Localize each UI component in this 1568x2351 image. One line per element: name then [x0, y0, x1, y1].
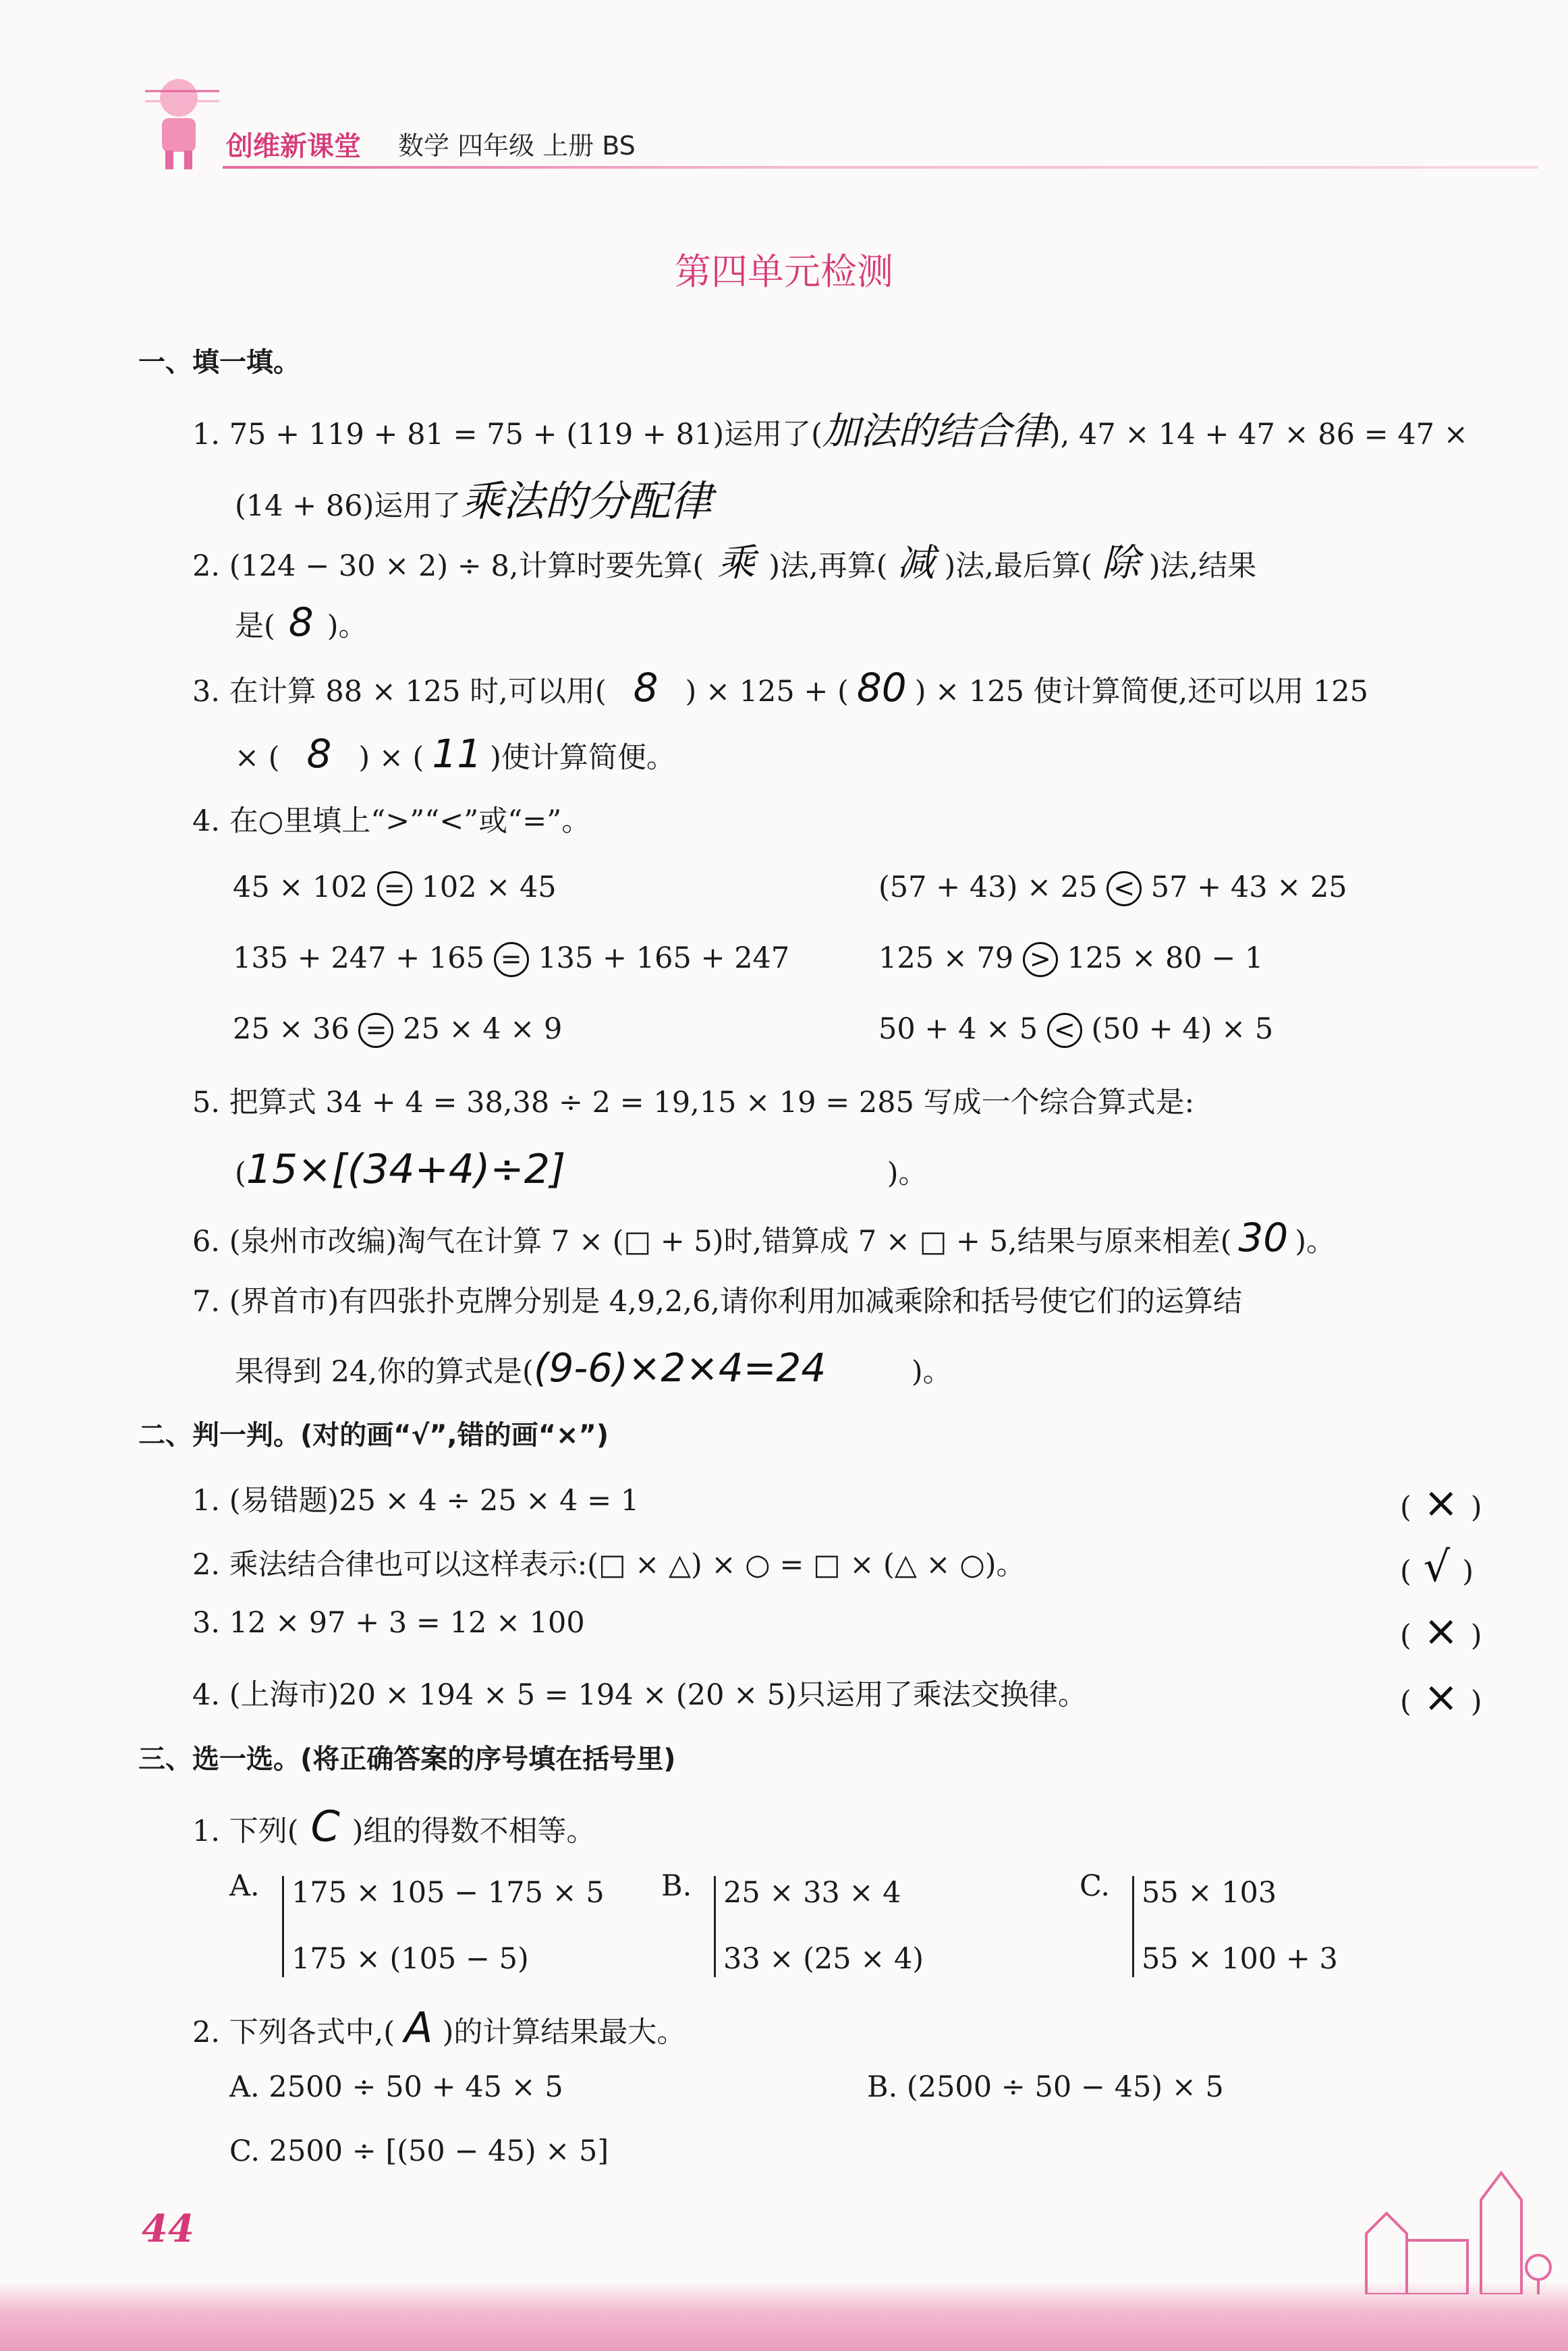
- q3-text-e: ) × (: [358, 741, 424, 775]
- q7-text-b: 果得到 24,你的算式是(: [235, 1355, 534, 1389]
- judge-4-bracket: ( × ): [1400, 1672, 1482, 1721]
- answer-q4-circle-5: >: [1023, 942, 1058, 977]
- answer-q4-circle-1: =: [377, 871, 412, 906]
- castle-decoration-icon: [1339, 2159, 1555, 2294]
- q3-text-a: 3. 在计算 88 × 125 时,可以用(: [192, 675, 607, 709]
- compare-2-right-expr: 135 + 165 + 247: [538, 941, 790, 975]
- footer-pink-band: [0, 2281, 1568, 2351]
- compare-3-left-expr: 25 × 36: [233, 1012, 349, 1046]
- choice-2-option-c: C. 2500 ÷ [(50 − 45) × 5]: [229, 2134, 609, 2168]
- q3-text-c: ) × 125 使计算简便,还可以用 125: [914, 675, 1369, 709]
- c2-text-a: 2. 下列各式中,(: [192, 2016, 395, 2049]
- compare-row-1-right: [878, 870, 1347, 906]
- question-7-line-1: 7. (界首市)有四张扑克牌分别是 4,9,2,6,请你利用加减乘除和括号使它们的运算结: [192, 1285, 1243, 1319]
- choice-1-question: [192, 1802, 596, 1851]
- question-2-line-1: [192, 533, 1256, 587]
- answer-q2-blank-1: 乘: [717, 541, 756, 585]
- answer-q3-blank-3: 8: [306, 731, 332, 777]
- answer-q2-blank-3: 除: [1101, 541, 1140, 585]
- page-title: 第四单元检测: [675, 250, 893, 293]
- option-c-label: C.: [1080, 1869, 1111, 1903]
- answer-q3-blank-2: 80: [856, 665, 907, 711]
- answer-q2-blank-2: 减: [897, 541, 935, 585]
- option-b-expr-1: 25 × 33 × 4: [723, 1876, 901, 1910]
- c2-text-b: )的计算结果最大。: [442, 2016, 686, 2049]
- compare-row-2-right: [878, 941, 1263, 977]
- compare-1-left-expr: 45 × 102: [233, 870, 368, 904]
- judge-1: 1. (易错题)25 × 4 ÷ 25 × 4 = 1: [192, 1484, 640, 1518]
- question-3-line-2: [235, 731, 675, 777]
- page-number: 44: [142, 2207, 194, 2251]
- q1-text-a: 1. 75 + 119 + 81 = 75 + (119 + 81)运用了(: [192, 418, 822, 451]
- question-7-line-2: [235, 1345, 952, 1391]
- answer-q4-circle-2: =: [494, 942, 529, 977]
- option-a-label: A.: [229, 1869, 260, 1903]
- compare-2-left-expr: 135 + 247 + 165: [233, 941, 484, 975]
- q3-text-b: ) × 125 + (: [685, 675, 849, 709]
- answer-choice-2: A: [404, 2003, 433, 2052]
- answer-judge-3: ×: [1423, 1606, 1459, 1655]
- compare-5-left-expr: 125 × 79: [878, 941, 1014, 975]
- answer-q3-blank-4: 11: [432, 731, 482, 777]
- answer-q3-blank-1: 8: [633, 665, 659, 711]
- c1-text-a: 1. 下列(: [192, 1815, 299, 1848]
- compare-row-1-left: [233, 870, 557, 906]
- question-1-line-1: [192, 402, 1468, 455]
- compare-6-left-expr: 50 + 4 × 5: [878, 1012, 1038, 1046]
- q2-text-f: )。: [327, 609, 368, 643]
- option-b-expr-2: 33 × (25 × 4): [723, 1942, 924, 1976]
- question-1-line-2: [235, 468, 712, 528]
- q1-text-c: (14 + 86)运用了: [235, 489, 461, 523]
- judge-4: 4. (上海市)20 × 194 × 5 = 194 × (20 × 5)只运用了乘法交换律。: [192, 1678, 1087, 1712]
- option-a-expr-2: 175 × (105 − 5): [291, 1942, 529, 1976]
- q1-text-b: ), 47 × 14 + 47 × 86 = 47 ×: [1048, 418, 1468, 451]
- question-5-line-1: 5. 把算式 34 + 4 = 38,38 ÷ 2 = 19,15 × 19 = 285 写成一个综合算式是:: [192, 1086, 1195, 1119]
- q3-text-d: × (: [235, 741, 280, 775]
- judge-3: 3. 12 × 97 + 3 = 12 × 100: [192, 1606, 585, 1640]
- option-b-label: B.: [661, 1869, 692, 1903]
- answer-q5-blank: 15×[(34+4)÷2]: [246, 1146, 566, 1193]
- answer-choice-1: C: [310, 1802, 340, 1851]
- compare-row-3-right: [878, 1012, 1273, 1048]
- question-6-line: [192, 1215, 1335, 1261]
- c1-text-b: )组的得数不相等。: [352, 1815, 596, 1848]
- q5-text-b: (: [235, 1157, 246, 1190]
- judge-3-bracket: ( × ): [1400, 1606, 1482, 1655]
- judge-2: 2. 乘法结合律也可以这样表示:(□ × △) × ○ = □ × (△ × ○)。: [192, 1548, 1026, 1582]
- option-c-expr-2: 55 × 100 + 3: [1142, 1942, 1338, 1976]
- question-4-title: 4. 在○里填上“>”“<”或“=”。: [192, 804, 591, 838]
- question-5-line-2: [235, 1146, 928, 1193]
- answer-judge-1: ×: [1423, 1478, 1459, 1527]
- answer-q1-blank-1: 加法的结合律: [822, 410, 1049, 453]
- mascot-logo-icon: [138, 71, 219, 172]
- compare-6-right-expr: (50 + 4) × 5: [1091, 1012, 1274, 1046]
- q7-text-c: )。: [911, 1355, 952, 1389]
- answer-q2-blank-4: 8: [288, 599, 314, 645]
- question-3-line-1: [192, 665, 1368, 711]
- compare-row-2-left: [233, 941, 789, 977]
- compare-4-left-expr: (57 + 43) × 25: [878, 870, 1098, 904]
- option-c-expr-1: 55 × 103: [1142, 1876, 1277, 1910]
- header-subject: 数学 四年级 上册 BS: [398, 131, 636, 161]
- q2-text-a: 2. (124 − 30 × 2) ÷ 8,计算时要先算(: [192, 549, 704, 583]
- q2-text-d: )法,结果: [1148, 549, 1257, 583]
- option-b-brace: [714, 1876, 720, 1977]
- answer-judge-4: ×: [1423, 1672, 1459, 1721]
- answer-q6-blank: 30: [1238, 1215, 1289, 1261]
- answer-q4-circle-6: <: [1047, 1013, 1082, 1048]
- compare-1-right-expr: 102 × 45: [421, 870, 557, 904]
- compare-5-right-expr: 125 × 80 − 1: [1067, 941, 1264, 975]
- judge-1-bracket: ( × ): [1400, 1478, 1482, 1527]
- section-heading-fill: 一、填一填。: [138, 347, 300, 378]
- answer-judge-2: √: [1423, 1542, 1451, 1591]
- header-brand: 创维新课堂: [226, 131, 361, 162]
- option-a-brace: [282, 1876, 288, 1977]
- q2-text-e: 是(: [235, 609, 275, 643]
- q6-text-b: )。: [1295, 1225, 1335, 1259]
- answer-q4-circle-4: <: [1107, 871, 1142, 906]
- compare-3-right-expr: 25 × 4 × 9: [403, 1012, 563, 1046]
- judge-2-bracket: ( √ ): [1400, 1542, 1474, 1591]
- answer-q7-blank: (9-6)×2×4=24: [533, 1345, 827, 1391]
- q2-text-b: )法,再算(: [768, 549, 888, 583]
- section-heading-judge: 二、判一判。(对的画“√”,错的画“×”): [138, 1420, 609, 1451]
- question-2-line-2: [235, 599, 367, 645]
- option-c-brace: [1132, 1876, 1138, 1977]
- compare-4-right-expr: 57 + 43 × 25: [1150, 870, 1347, 904]
- q6-text-a: 6. (泉州市改编)淘气在计算 7 × (□ + 5)时,错算成 7 × □ + 5,结果与原来相差(: [192, 1225, 1232, 1259]
- q5-text-c: )。: [887, 1157, 928, 1190]
- section-heading-choose: 三、选一选。(将正确答案的序号填在括号里): [138, 1744, 676, 1775]
- option-a-expr-1: 175 × 105 − 175 × 5: [291, 1876, 605, 1910]
- choice-2-question: [192, 2003, 685, 2052]
- header-divider: [223, 166, 1538, 169]
- compare-row-3-left: [233, 1012, 562, 1048]
- answer-q4-circle-3: =: [358, 1013, 393, 1048]
- q3-text-f: )使计算简便。: [490, 741, 675, 775]
- answer-q1-blank-2: 乘法的分配律: [461, 476, 712, 526]
- q2-text-c: )法,最后算(: [944, 549, 1092, 583]
- choice-2-option-b: B. (2500 ÷ 50 − 45) × 5: [867, 2070, 1224, 2104]
- choice-2-option-a: A. 2500 ÷ 50 + 45 × 5: [229, 2070, 563, 2104]
